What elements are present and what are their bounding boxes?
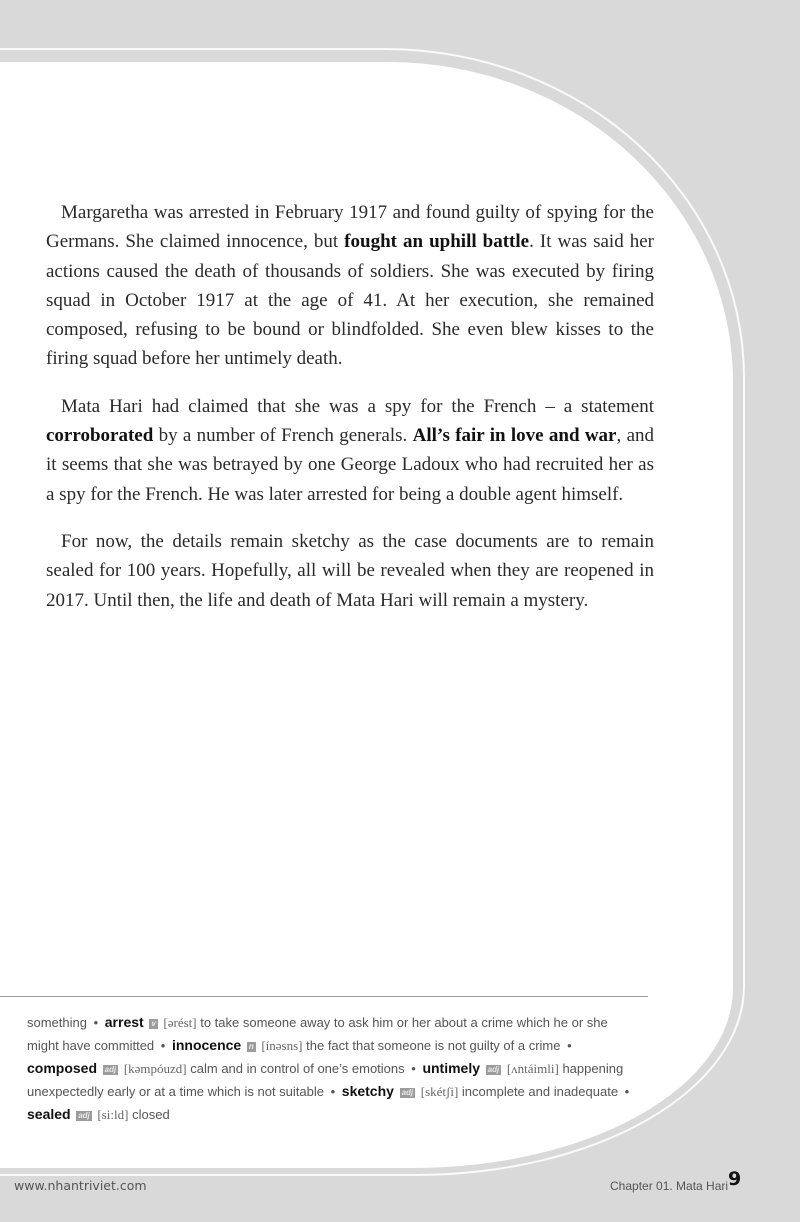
body-text xyxy=(46,198,654,633)
vocab-definition: happening unexpectedly early or at a time which is not suitable xyxy=(27,1061,624,1099)
bullet-icon: • xyxy=(157,1038,169,1053)
bullet-icon: • xyxy=(407,1061,420,1076)
vocab-word: sealed xyxy=(27,1106,71,1122)
text-run: , and it seems that she was betrayed by one George Ladoux who had recruited her as a spy for the French. He was later arrested for being a double agent himself. xyxy=(46,425,654,505)
pronunciation: [ínəsns] xyxy=(261,1038,303,1053)
vocab-definition: incomplete and inadequate xyxy=(461,1084,619,1099)
vocab-word: arrest xyxy=(104,1014,144,1030)
footer-website: www.nhantriviet.com xyxy=(14,1178,147,1193)
bullet-icon: • xyxy=(327,1084,339,1099)
highlighted-phrase: corroborated xyxy=(46,425,154,447)
vocab-lead-in: something xyxy=(27,1015,87,1030)
text-run: . It was said her actions caused the death of thousands of soldiers. She was executed by firing squad in October 1917 at the age of 41. At her execution, she remained composed, refusing to be bound or blindfolded. She even blew kisses to the firing squad before her untimely death. xyxy=(46,231,654,370)
vocab-word: sketchy xyxy=(341,1083,394,1099)
bullet-icon: • xyxy=(563,1038,572,1053)
pronunciation: [ʌntáimli] xyxy=(506,1061,559,1076)
part-of-speech-badge: n xyxy=(248,1042,254,1051)
highlighted-phrase: All’s fair in love and war xyxy=(412,425,617,447)
part-of-speech-badge: adj xyxy=(104,1065,117,1074)
text-run: Mata Hari had claimed that she was a spy for the French – a statement xyxy=(61,395,654,417)
vocabulary-glossary xyxy=(27,1011,637,1126)
part-of-speech-badge: adj xyxy=(401,1088,414,1097)
vocab-word: untimely xyxy=(422,1060,481,1076)
bullet-icon: • xyxy=(89,1015,102,1030)
footer-chapter: Chapter 01. Mata Hari xyxy=(610,1179,729,1193)
text-run: by a number of French generals. xyxy=(153,425,413,447)
page-number: 9 xyxy=(728,1168,742,1190)
vocab-definition: to take someone away to ask him or her about a crime which he or she might have committed xyxy=(27,1015,608,1053)
vocab-definition: calm and in control of one’s emotions xyxy=(190,1061,405,1076)
part-of-speech-badge: adj xyxy=(487,1065,500,1074)
text-run: Margaretha was arrested in February 1917 and found guilty of spying for the Germans. She claimed innocence, but xyxy=(46,202,654,253)
paragraph-2 xyxy=(46,392,654,509)
part-of-speech-badge: adj xyxy=(78,1111,90,1120)
pronunciation: [si:ld] xyxy=(97,1107,129,1122)
pronunciation: [kəmpóuzd] xyxy=(123,1061,187,1076)
vocab-word: composed xyxy=(27,1060,98,1076)
bullet-icon: • xyxy=(621,1084,630,1099)
paragraph-1 xyxy=(46,198,654,374)
pronunciation: [ərést] xyxy=(163,1015,197,1030)
highlighted-phrase: fought an uphill battle xyxy=(344,231,530,253)
part-of-speech-badge: v xyxy=(151,1019,156,1028)
vocab-word: innocence xyxy=(171,1037,242,1053)
vocab-entries xyxy=(27,1015,632,1122)
vocab-divider xyxy=(0,996,648,997)
paragraph-3 xyxy=(46,527,654,615)
vocab-definition: the fact that someone is not guilty of a crime xyxy=(306,1038,561,1053)
text-run: For now, the details remain sketchy as the case documents are to remain sealed for 100 years. Hopefully, all will be revealed when they are reopened in 2017. Until then, the life and death of Mata Hari will remain a mystery. xyxy=(46,530,654,611)
pronunciation: [skétʃi] xyxy=(420,1084,459,1099)
vocab-definition: closed xyxy=(132,1107,170,1122)
